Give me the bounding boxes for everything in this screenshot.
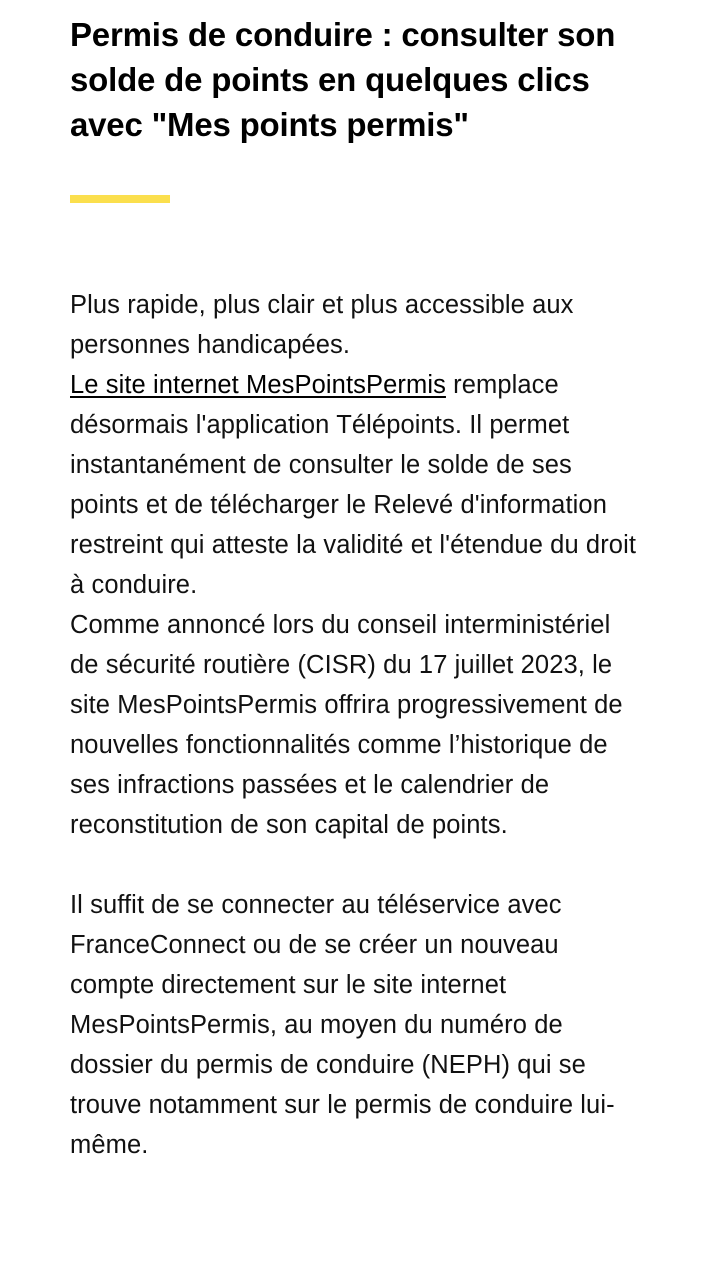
paragraph-acces: Il suffit de se connecter au téléservice avec FranceConnect ou de se créer un nouveau compte directement sur le site internet MesPointsPermis, au moyen du numéro de dossier du permis de conduire (NEPH) qui se trouve notamment sur le permis de conduire lui-même. <box>70 891 615 1159</box>
title-divider-wrapper <box>70 195 644 203</box>
intro-after-link-text: remplace désormais l'application Télépoints. Il permet instantanément de consulter le solde de ses points et de télécharger le Relevé d'information restreint qui atteste la validité et l'étendue du droit à conduire. <box>70 371 637 599</box>
page-title: Permis de conduire : consulter son solde de points en quelques clics avec "Mes points permis" <box>70 16 616 143</box>
mespointspermis-link[interactable]: Le site internet MesPointsPermis <box>70 371 446 399</box>
intro-tail-text: Comme annoncé lors du conseil interministériel de sécurité routière (CISR) du 17 juillet 2023, le site MesPointsPermis offrira progressivement de nouvelles fonctionnalités comme l’historique de ses infractions passées et le calendrier de reconstitution de son capital de points. <box>70 611 623 839</box>
yellow-accent-divider <box>70 195 170 203</box>
paragraph-intro <box>70 285 644 845</box>
article-content <box>70 285 644 1165</box>
intro-lead-text: Plus rapide, plus clair et plus accessible aux personnes handicapées. <box>70 291 574 359</box>
